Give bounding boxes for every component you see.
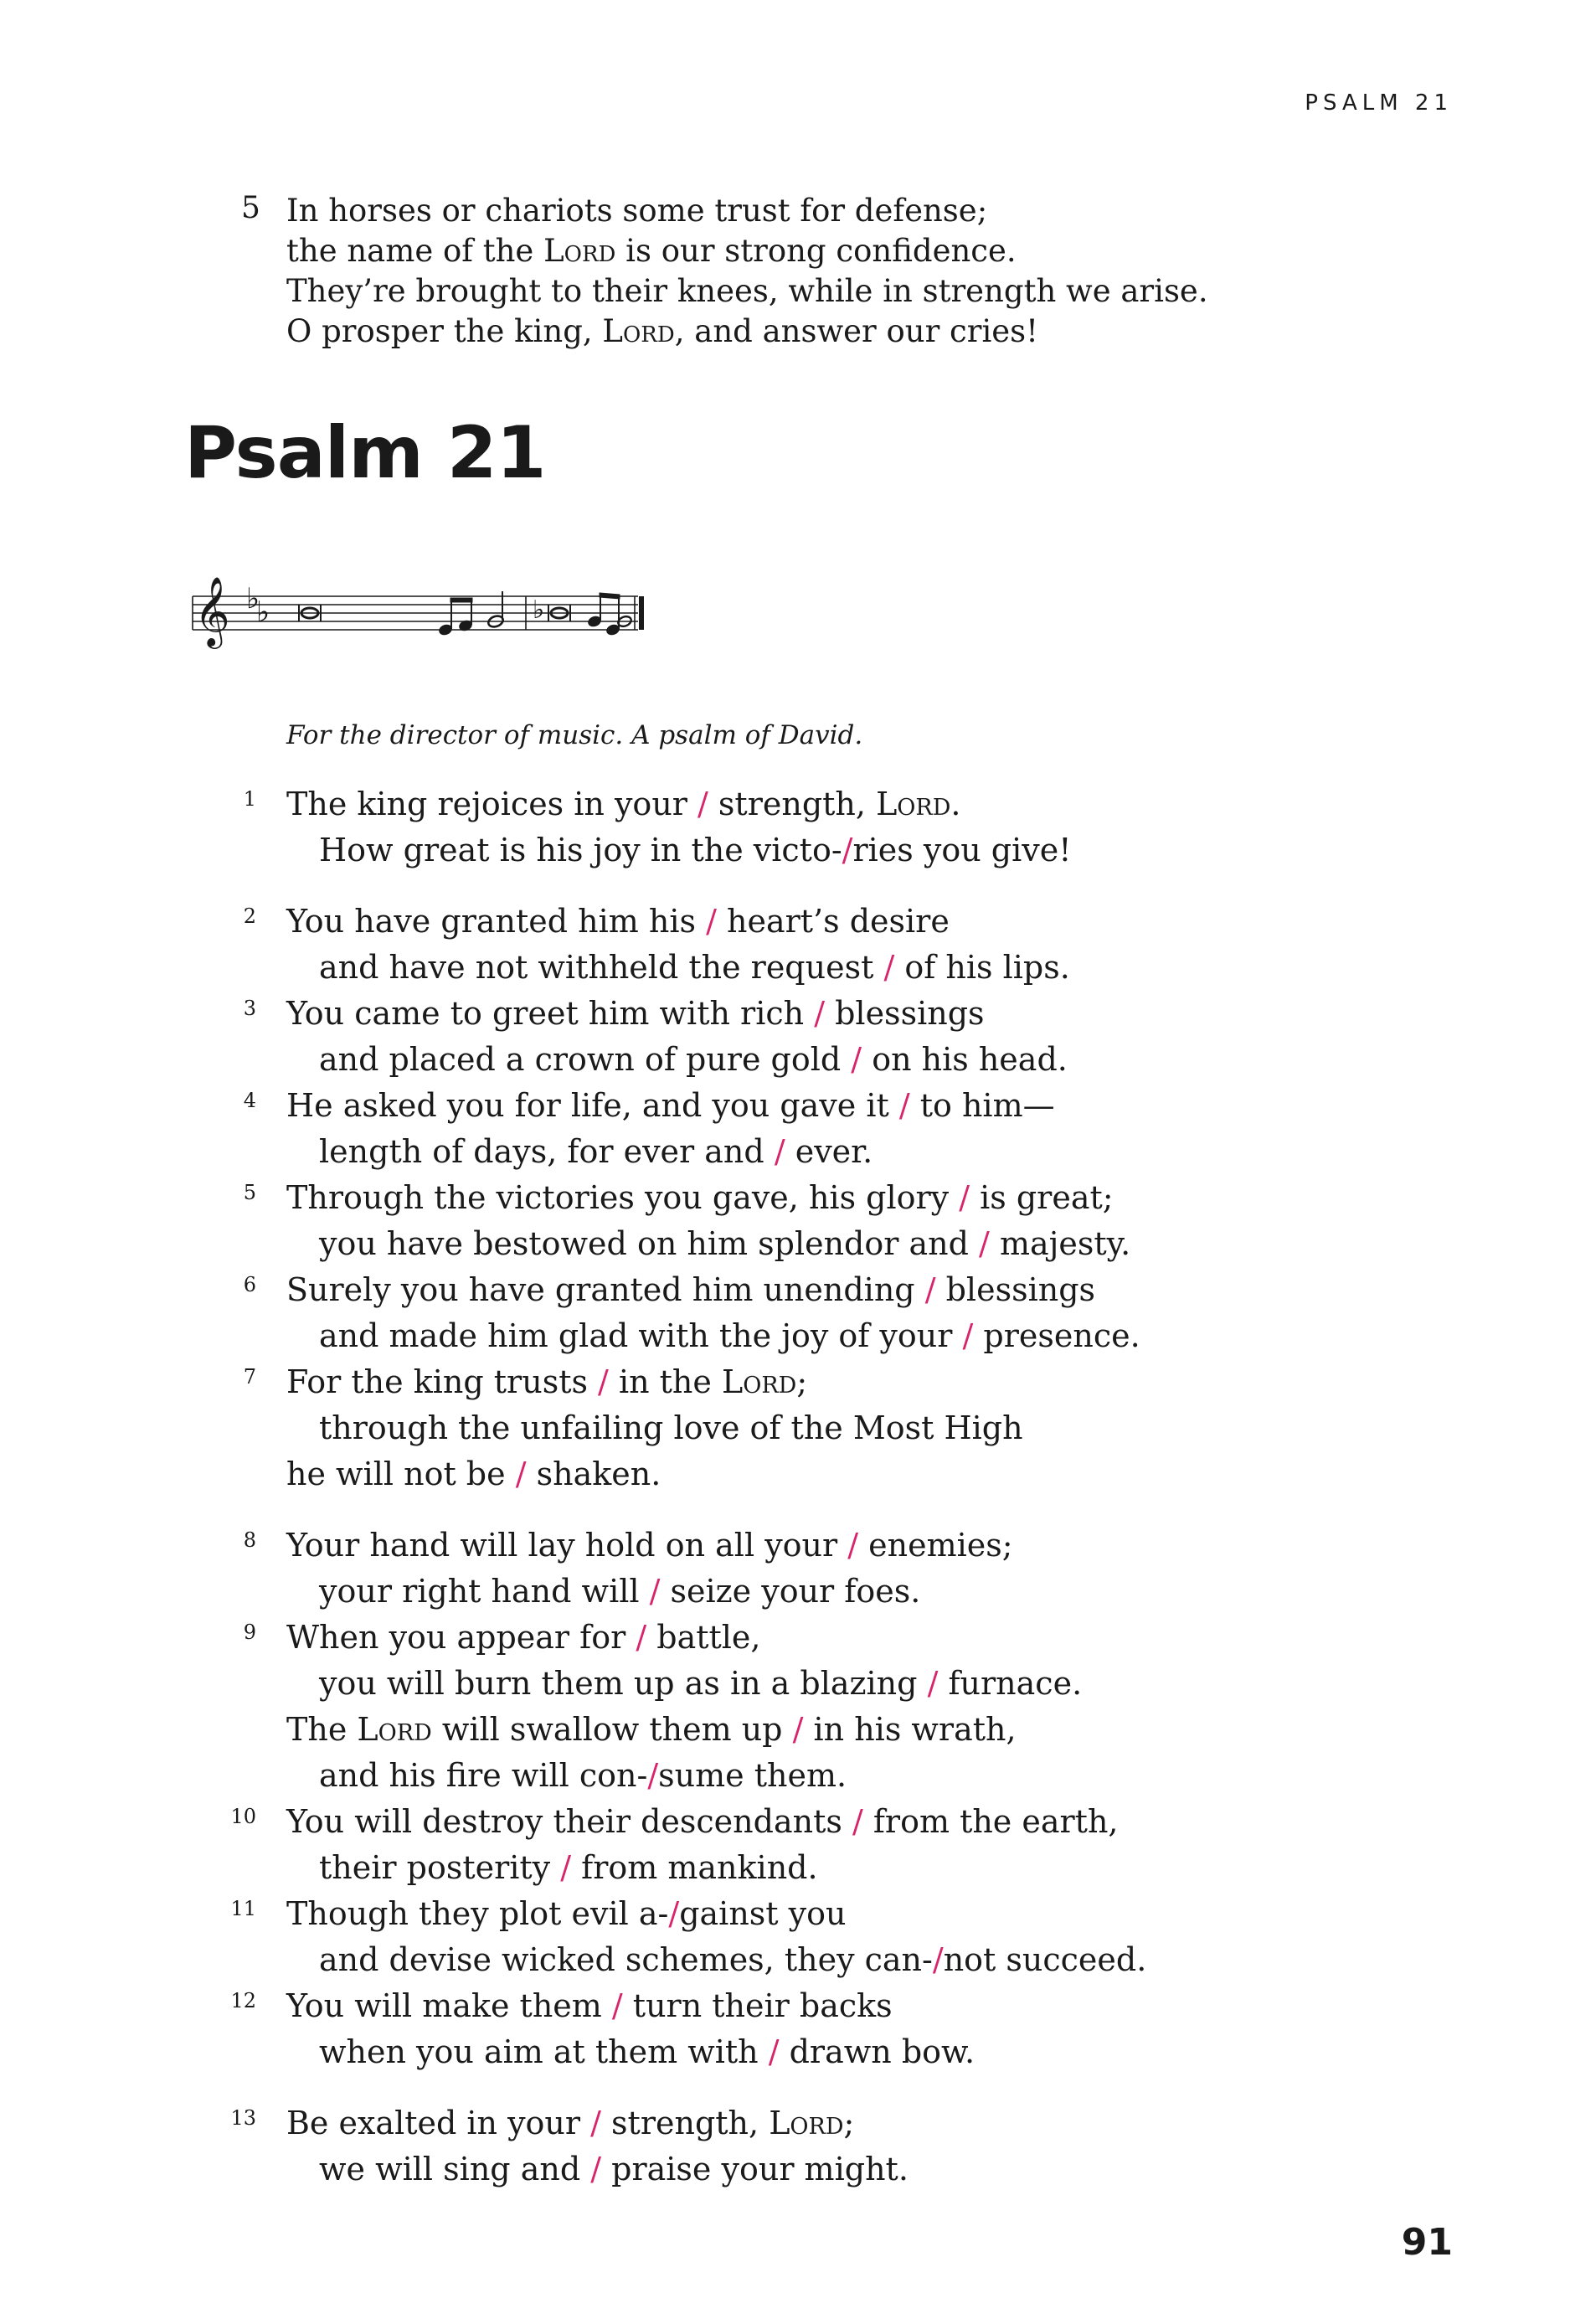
text-segment: heart’s desire xyxy=(716,903,950,940)
text-segment: through the unfailing love of the Most High xyxy=(319,1409,1023,1446)
stanza-line xyxy=(286,312,1208,352)
verse xyxy=(226,1083,1482,1175)
text-segment: seize your foes. xyxy=(660,1573,921,1610)
verse-number: 13 xyxy=(230,2106,256,2130)
verse-number: 5 xyxy=(241,191,260,225)
pointing-slash: / xyxy=(697,786,708,822)
verse-line xyxy=(226,1753,1482,1799)
verse-line xyxy=(226,2146,1482,2193)
text-segment: ; xyxy=(796,1363,808,1400)
text-segment: gainst you xyxy=(679,1895,847,1932)
text-segment: of his lips. xyxy=(894,949,1070,986)
small-caps-lord: Lord xyxy=(769,2105,844,2141)
text-segment: not succeed. xyxy=(943,1941,1147,1978)
verse-number: 2 xyxy=(243,904,256,928)
pointing-slash: / xyxy=(598,1363,609,1400)
pointing-slash: / xyxy=(590,2151,602,2187)
pointing-slash: / xyxy=(898,1087,910,1124)
pointing-slash: / xyxy=(932,1941,944,1978)
pointing-slash: / xyxy=(924,1271,936,1308)
verse-line xyxy=(226,899,1482,945)
text-segment: length of days, for ever and xyxy=(319,1133,775,1170)
text-segment: he will not be xyxy=(286,1456,516,1492)
text-segment: presence. xyxy=(973,1317,1140,1354)
text-segment: you will burn them up as in a blazing xyxy=(319,1665,928,1702)
previous-psalm-stanza xyxy=(243,191,1208,352)
verse xyxy=(226,899,1482,991)
verse-number: 10 xyxy=(230,1805,256,1828)
pointing-slash: / xyxy=(560,1849,572,1886)
verse-number: 11 xyxy=(230,1897,256,1920)
verse-line xyxy=(226,1037,1482,1083)
text-segment: sume them. xyxy=(658,1757,847,1794)
text-segment: in the xyxy=(608,1363,722,1400)
text-segment: battle, xyxy=(646,1619,761,1656)
text-segment: Surely you have granted him unending xyxy=(286,1271,925,1308)
verse-line xyxy=(226,945,1482,991)
text-segment: from the earth, xyxy=(862,1803,1119,1840)
treble-clef-icon: 𝄞 xyxy=(194,575,230,646)
verse-line xyxy=(226,1451,1482,1497)
verse-line xyxy=(226,991,1482,1037)
verse-number: 6 xyxy=(243,1273,256,1296)
text-segment: in his wrath, xyxy=(803,1711,1017,1748)
text-segment: you have bestowed on him splendor and xyxy=(319,1225,980,1262)
flat-sign-icon: ♭ xyxy=(246,582,260,616)
psalm-body xyxy=(226,781,1482,2218)
stanza-line xyxy=(286,231,1208,271)
verse xyxy=(226,1523,1482,1615)
text-segment: we will sing and xyxy=(319,2151,591,2187)
text-segment: and have not withheld the request xyxy=(319,949,884,986)
pointing-slash: / xyxy=(611,1987,623,2024)
text-segment: is our strong confidence. xyxy=(615,233,1017,269)
text-segment: and his fire will con- xyxy=(319,1757,648,1794)
text-segment: You have granted him his xyxy=(286,903,707,940)
verse-number: 8 xyxy=(243,1528,256,1552)
previous-stanza-lines xyxy=(243,191,1208,352)
verse-line xyxy=(226,2100,1482,2146)
running-head: PSALM 21 xyxy=(1305,90,1453,116)
verse-line xyxy=(226,1523,1482,1569)
small-caps-lord: Lord xyxy=(721,1363,797,1400)
pointing-slash: / xyxy=(927,1665,939,1702)
verse-line xyxy=(226,1129,1482,1175)
verse xyxy=(226,1615,1482,1799)
verse-line xyxy=(226,1313,1482,1359)
verse-number: 9 xyxy=(243,1621,256,1644)
pointing-slash: / xyxy=(647,1757,659,1794)
stanza xyxy=(226,781,1482,873)
verse-number: 3 xyxy=(243,997,256,1020)
verse-line xyxy=(226,1175,1482,1221)
pointing-slash: / xyxy=(847,1527,859,1564)
pointing-slash: / xyxy=(814,995,826,1032)
text-segment: You came to greet him with rich xyxy=(286,995,815,1032)
verse-line xyxy=(226,1799,1482,1845)
text-segment: Though they plot evil a- xyxy=(286,1895,669,1932)
psalm-superscription: For the director of music. A psalm of David. xyxy=(286,720,863,750)
pointing-slash: / xyxy=(962,1317,974,1354)
pointing-slash: / xyxy=(515,1456,527,1492)
chant-music-staff xyxy=(184,571,653,655)
verse-line xyxy=(226,1569,1482,1615)
text-segment: ever. xyxy=(785,1133,873,1170)
pointing-slash: / xyxy=(706,903,717,940)
text-segment: Be exalted in your xyxy=(286,2105,591,2141)
text-segment: furnace. xyxy=(938,1665,1083,1702)
text-segment: will swallow them up xyxy=(431,1711,793,1748)
verse xyxy=(226,1891,1482,1983)
verse xyxy=(226,781,1482,873)
verse xyxy=(226,1799,1482,1891)
verse xyxy=(226,1175,1482,1267)
verse-number: 5 xyxy=(243,1181,256,1204)
text-segment: to him— xyxy=(909,1087,1055,1124)
text-segment: praise your might. xyxy=(601,2151,909,2187)
verse-line xyxy=(226,1845,1482,1891)
pointing-slash: / xyxy=(768,2033,780,2070)
verse-line xyxy=(226,1891,1482,1937)
pointing-slash: / xyxy=(792,1711,804,1748)
text-segment: strength, xyxy=(708,786,877,822)
text-segment: When you appear for xyxy=(286,1619,636,1656)
text-segment: O prosper the king, xyxy=(286,313,603,349)
text-segment: They’re brought to their knees, while in strength we arise. xyxy=(286,273,1208,309)
pointing-slash: / xyxy=(590,2105,601,2141)
stanza xyxy=(226,2100,1482,2193)
verse xyxy=(226,1359,1482,1497)
text-segment: is great; xyxy=(970,1179,1114,1216)
verse-line xyxy=(226,827,1482,873)
eighth-note-pair xyxy=(438,598,473,636)
verse-line xyxy=(226,1707,1482,1753)
small-caps-lord: Lord xyxy=(357,1711,432,1748)
text-segment: You will make them xyxy=(286,1987,612,2024)
stanza xyxy=(226,899,1482,1497)
verse-line xyxy=(226,781,1482,827)
text-segment: Your hand will lay hold on all your xyxy=(286,1527,848,1564)
pointing-slash: / xyxy=(668,1895,680,1932)
text-segment: enemies; xyxy=(858,1527,1013,1564)
flat-sign-icon: ♭ xyxy=(533,595,545,625)
text-segment: . xyxy=(950,786,961,822)
verse-number: 12 xyxy=(230,1989,256,2012)
verse-line xyxy=(226,1405,1482,1451)
text-segment: your right hand will xyxy=(319,1573,650,1610)
verse-number: 7 xyxy=(243,1365,256,1389)
pointing-slash: / xyxy=(774,1133,785,1170)
verse-line xyxy=(226,1267,1482,1313)
verse-number: 1 xyxy=(243,787,256,811)
flat-sign-icon: ♭ xyxy=(256,595,270,629)
pointing-slash: / xyxy=(959,1179,970,1216)
text-segment: strength, xyxy=(600,2105,770,2141)
pointing-slash: / xyxy=(842,832,853,868)
verse-line xyxy=(226,1937,1482,1983)
verse-line xyxy=(226,1221,1482,1267)
text-segment: blessings xyxy=(825,995,985,1032)
stanza-line xyxy=(286,271,1208,312)
text-segment: ; xyxy=(843,2105,855,2141)
text-segment: from mankind. xyxy=(571,1849,818,1886)
stanza xyxy=(226,1523,1482,2075)
text-segment: The xyxy=(286,1711,358,1748)
text-segment: their posterity xyxy=(319,1849,561,1886)
text-segment: and placed a crown of pure gold xyxy=(319,1041,852,1078)
text-segment: the name of the xyxy=(286,233,544,269)
verse xyxy=(226,1267,1482,1359)
text-segment: , and answer our cries! xyxy=(674,313,1039,349)
small-caps-lord: Lord xyxy=(876,786,951,822)
verse-line xyxy=(226,1983,1482,2029)
small-caps-lord: Lord xyxy=(602,313,675,349)
text-segment: ries you give! xyxy=(852,832,1072,868)
text-segment: drawn bow. xyxy=(779,2033,975,2070)
verse-line xyxy=(226,2029,1482,2075)
verse xyxy=(226,2100,1482,2193)
text-segment: and made him glad with the joy of your xyxy=(319,1317,963,1354)
verse xyxy=(226,991,1482,1083)
verse-number: 4 xyxy=(243,1089,256,1112)
verse-line xyxy=(226,1661,1482,1707)
small-caps-lord: Lord xyxy=(543,233,616,269)
text-segment: How great is his joy in the victo- xyxy=(319,832,842,868)
text-segment: Through the victories you gave, his glory xyxy=(286,1179,960,1216)
text-segment: In horses or chariots some trust for defense; xyxy=(286,193,988,229)
psalm-title: Psalm 21 xyxy=(184,411,546,495)
text-segment: The king rejoices in your xyxy=(286,786,698,822)
verse-line xyxy=(226,1615,1482,1661)
text-segment: turn their backs xyxy=(622,1987,893,2024)
pointing-slash: / xyxy=(649,1573,661,1610)
pointing-slash: / xyxy=(883,949,895,986)
text-segment: on his head. xyxy=(862,1041,1068,1078)
text-segment: and devise wicked schemes, they can- xyxy=(319,1941,933,1978)
pointing-slash: / xyxy=(636,1619,647,1656)
text-segment: shaken. xyxy=(526,1456,661,1492)
text-segment: For the king trusts xyxy=(286,1363,599,1400)
page-number: 91 xyxy=(1401,2221,1453,2264)
text-segment: majesty. xyxy=(989,1225,1131,1262)
verse-line xyxy=(226,1083,1482,1129)
pointing-slash: / xyxy=(979,1225,990,1262)
text-segment: He asked you for life, and you gave it xyxy=(286,1087,899,1124)
text-segment: blessings xyxy=(935,1271,1096,1308)
pointing-slash: / xyxy=(851,1041,862,1078)
text-segment: You will destroy their descendants xyxy=(286,1803,852,1840)
verse-line xyxy=(226,1359,1482,1405)
text-segment: when you aim at them with xyxy=(319,2033,769,2070)
pointing-slash: / xyxy=(852,1803,863,1840)
stanza-line xyxy=(286,191,1208,231)
verse xyxy=(226,1983,1482,2075)
